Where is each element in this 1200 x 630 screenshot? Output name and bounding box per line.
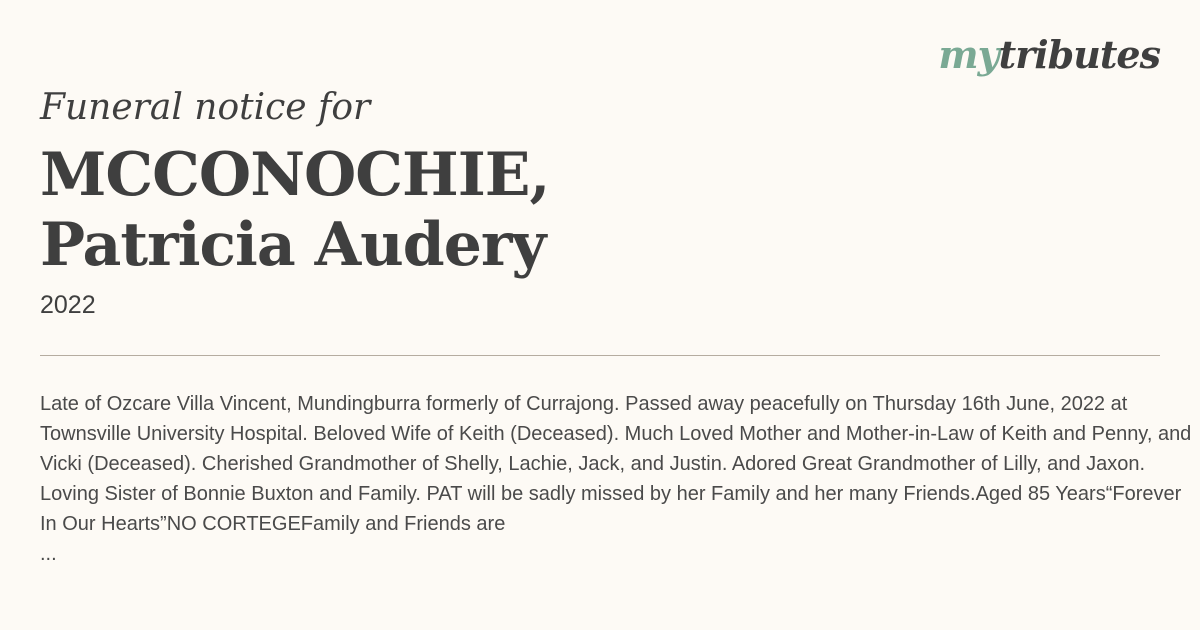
notice-body xyxy=(40,389,1195,569)
divider xyxy=(40,355,1160,356)
mytributes-logo[interactable] xyxy=(938,32,1160,77)
deceased-given-names: Patricia Audery xyxy=(40,210,546,280)
deceased-surname: MCCONOCHIE, xyxy=(40,140,550,210)
notice-subtitle: Funeral notice for xyxy=(40,87,371,128)
logo-my: my xyxy=(938,32,999,77)
logo-tributes: tributes xyxy=(998,32,1160,77)
notice-year: 2022 xyxy=(40,291,96,319)
notice-body-ellipsis: ... xyxy=(40,543,57,565)
deceased-name xyxy=(40,140,940,280)
notice-body-text: Late of Ozcare Villa Vincent, Mundingburra formerly of Currajong. Passed away peacefully on Thursday 16th June, 2022 at Townsville University Hospital. Beloved Wife of Keith (Deceased). Much Loved Mother and Mother-in-Law of Keith and Penny, and Vicki (Deceased). Cherished Grandmother of Shelly, Lachie, Jack, and Justin. Adored Great Grandmother of Lilly, and Jaxon. Loving Sister of Bonnie Buxton and Family. PAT will be sadly missed by her Family and her many Friends.Aged 85 Years“Forever In Our Hearts”NO CORTEGEFamily and Friends are xyxy=(40,393,1192,535)
